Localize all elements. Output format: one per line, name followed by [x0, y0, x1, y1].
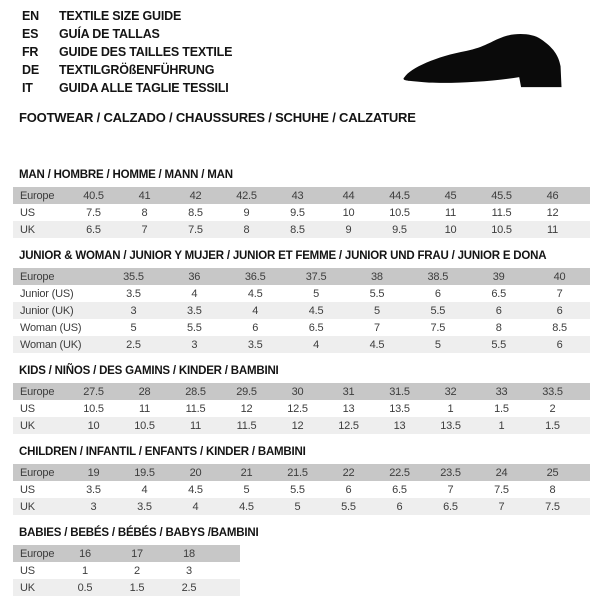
language-title: TEXTILE SIZE GUIDE	[59, 9, 182, 23]
row-filler	[578, 498, 590, 515]
row-label: Junior (US)	[20, 287, 74, 300]
size-cell: 10	[342, 206, 355, 219]
size-cell: 42	[189, 189, 202, 202]
size-cell: 9	[345, 223, 352, 236]
size-cell: 17	[131, 547, 143, 560]
size-cell: 3	[90, 500, 97, 513]
section-title: MAN / HOMBRE / HOMME / MANN / MAN	[19, 169, 233, 181]
section-title: KIDS / NIÑOS / DES GAMINS / KINDER / BAMBINI	[19, 365, 279, 377]
language-code: FR	[22, 45, 39, 59]
language-title: GUIDA ALLE TAGLIE TESSILI	[59, 81, 229, 95]
size-cell: 12.5	[287, 402, 308, 415]
size-cell: 45.5	[491, 189, 512, 202]
size-cell: 9.5	[392, 223, 407, 236]
size-cell: 11	[189, 419, 202, 432]
size-cell: 19	[87, 466, 100, 479]
size-cell: 1	[498, 419, 505, 432]
size-cell: 11	[138, 402, 151, 415]
table-row	[13, 268, 590, 285]
size-section	[0, 364, 600, 434]
section-title: BABIES / BEBÉS / BÉBÉS / BABYS /BAMBINI	[19, 527, 259, 539]
table-row	[13, 498, 590, 515]
row-label: US	[20, 564, 35, 577]
row-label: US	[20, 402, 35, 415]
size-cell: 9	[243, 206, 250, 219]
size-cell: 44.5	[389, 189, 410, 202]
size-cell: 36	[188, 270, 201, 283]
table-row	[13, 562, 240, 579]
row-filler	[578, 417, 590, 434]
size-cell: 7.5	[86, 206, 101, 219]
size-cell: 11	[444, 206, 457, 219]
size-cell: 2.5	[126, 338, 141, 351]
size-cell: 19.5	[134, 466, 155, 479]
size-cell: 3.5	[247, 338, 263, 351]
row-filler	[215, 545, 240, 562]
row-filler	[578, 481, 590, 498]
size-cell: 7.5	[545, 500, 560, 513]
language-code: IT	[22, 81, 33, 95]
table-row	[13, 545, 240, 562]
row-label: Woman (US)	[20, 321, 82, 334]
size-cell: 27.5	[83, 385, 104, 398]
size-cell: 4.5	[239, 500, 254, 513]
size-cell: 2.5	[181, 581, 197, 594]
table-row	[13, 336, 590, 353]
row-label: Europe	[20, 385, 55, 398]
size-cell: 2	[134, 564, 140, 577]
table-row	[13, 319, 590, 336]
row-filler	[578, 383, 590, 400]
size-cell: 38.5	[427, 270, 449, 283]
size-cell: 31	[342, 385, 355, 398]
size-cell: 5.5	[186, 321, 202, 334]
section-title: CHILDREN / INFANTIL / ENFANTS / KINDER / BAMBINI	[19, 446, 306, 458]
size-cell: 7.5	[494, 483, 509, 496]
size-cell: 5.5	[369, 287, 385, 300]
row-label: UK	[20, 223, 35, 236]
size-table	[13, 545, 240, 596]
row-filler	[215, 562, 240, 579]
size-section	[0, 168, 600, 238]
size-cell: 23.5	[440, 466, 461, 479]
size-cell: 11.5	[491, 206, 512, 219]
size-cell: 4	[191, 287, 198, 300]
section-title: JUNIOR & WOMAN / JUNIOR Y MUJER / JUNIOR ET FEMME / JUNIOR UND FRAU / JUNIOR E DONA	[19, 250, 547, 262]
size-cell: 44	[342, 189, 355, 202]
table-row	[13, 464, 590, 481]
size-cell: 11.5	[185, 402, 206, 415]
size-cell: 5.5	[290, 483, 305, 496]
size-cell: 5	[373, 304, 380, 317]
size-cell: 35.5	[123, 270, 144, 283]
size-cell: 12.5	[338, 419, 359, 432]
size-cell: 0.5	[77, 581, 93, 594]
row-label: Europe	[20, 270, 55, 283]
size-cell: 46	[546, 189, 559, 202]
category-title: FOOTWEAR / CALZADO / CHAUSSURES / SCHUHE / CALZATURE	[19, 110, 416, 125]
row-filler	[578, 400, 590, 417]
table-row	[13, 579, 240, 596]
size-cell: 6.5	[86, 223, 101, 236]
size-cell: 8.5	[290, 223, 305, 236]
size-cell: 45	[444, 189, 457, 202]
language-title: GUIDE DES TAILLES TEXTILE	[59, 45, 233, 59]
size-cell: 4.5	[369, 338, 385, 351]
size-table	[13, 268, 590, 353]
size-cell: 13.5	[440, 419, 461, 432]
size-cell: 6	[252, 321, 259, 334]
size-cell: 39	[492, 270, 505, 283]
size-cell: 20	[189, 466, 202, 479]
size-cell: 9.5	[290, 206, 305, 219]
row-label: Woman (UK)	[20, 338, 82, 351]
size-cell: 6.5	[491, 287, 507, 300]
row-filler	[578, 221, 590, 238]
row-filler	[215, 579, 240, 596]
size-cell: 13.5	[389, 402, 410, 415]
size-cell: 31.5	[389, 385, 410, 398]
size-cell: 13	[342, 402, 355, 415]
size-table	[13, 464, 590, 515]
row-filler	[578, 187, 590, 204]
row-filler	[578, 464, 590, 481]
size-cell: 40.5	[83, 189, 104, 202]
size-cell: 4	[313, 338, 320, 351]
size-cell: 8.5	[188, 206, 203, 219]
size-cell: 11	[546, 223, 559, 236]
language-title: GUÍA DE TALLAS	[59, 27, 160, 41]
size-cell: 32	[444, 385, 457, 398]
size-cell: 6	[396, 500, 403, 513]
size-cell: 5	[243, 483, 250, 496]
size-section	[0, 445, 600, 515]
size-cell: 5	[294, 500, 301, 513]
size-cell: 18	[183, 547, 195, 560]
size-cell: 7	[498, 500, 505, 513]
row-label: Europe	[20, 466, 55, 479]
size-cell: 3.5	[86, 483, 101, 496]
size-cell: 41	[138, 189, 151, 202]
table-row	[13, 221, 590, 238]
size-cell: 38	[371, 270, 383, 283]
size-cell: 1	[82, 564, 88, 577]
size-cell: 12	[546, 206, 559, 219]
size-cell: 6	[495, 304, 502, 317]
table-row	[13, 187, 590, 204]
size-cell: 24	[495, 466, 508, 479]
size-section	[0, 249, 600, 353]
size-cell: 22	[342, 466, 355, 479]
size-cell: 7	[556, 287, 563, 300]
table-row	[13, 481, 590, 498]
size-cell: 4.5	[188, 483, 203, 496]
size-cell: 7.5	[430, 321, 446, 334]
table-row	[13, 204, 590, 221]
size-cell: 4	[252, 304, 259, 317]
size-cell: 12	[240, 402, 253, 415]
language-code: DE	[22, 63, 39, 77]
size-table	[13, 187, 590, 238]
size-cell: 6	[434, 287, 441, 300]
size-cell: 6	[556, 304, 563, 317]
size-cell: 6.5	[392, 483, 407, 496]
size-cell: 30	[291, 385, 304, 398]
size-cell: 10.5	[491, 223, 512, 236]
size-cell: 7	[373, 321, 380, 334]
size-cell: 8	[243, 223, 250, 236]
row-label: Europe	[20, 189, 55, 202]
row-label: UK	[20, 419, 35, 432]
size-cell: 5.5	[430, 304, 446, 317]
size-cell: 5	[313, 287, 320, 300]
size-cell: 40	[553, 270, 566, 283]
size-cell: 5.5	[341, 500, 356, 513]
size-cell: 4	[141, 483, 148, 496]
size-cell: 3	[130, 304, 137, 317]
size-cell: 33.5	[542, 385, 563, 398]
size-cell: 43	[291, 189, 304, 202]
size-table	[13, 383, 590, 434]
table-row	[13, 285, 590, 302]
language-title: TEXTILGRÖßENFÜHRUNG	[59, 63, 215, 77]
row-label: UK	[20, 500, 35, 513]
size-cell: 11.5	[236, 419, 257, 432]
size-cell: 42.5	[236, 189, 257, 202]
row-label: Junior (UK)	[20, 304, 74, 317]
size-cell: 1	[447, 402, 454, 415]
size-cell: 8	[495, 321, 502, 334]
table-row	[13, 417, 590, 434]
table-row	[13, 302, 590, 319]
size-cell: 3	[186, 564, 192, 577]
size-cell: 2	[549, 402, 556, 415]
size-cell: 21	[240, 466, 253, 479]
size-cell: 6	[556, 338, 563, 351]
size-cell: 3.5	[137, 500, 152, 513]
size-cell: 37.5	[305, 270, 327, 283]
size-cell: 29.5	[236, 385, 257, 398]
size-cell: 36.5	[244, 270, 266, 283]
size-cell: 1.5	[494, 402, 509, 415]
size-cell: 1.5	[545, 419, 560, 432]
size-cell: 21.5	[287, 466, 308, 479]
size-cell: 10.5	[389, 206, 410, 219]
size-cell: 10.5	[134, 419, 155, 432]
table-row	[13, 400, 590, 417]
row-label: UK	[20, 581, 35, 594]
size-cell: 7.5	[188, 223, 203, 236]
size-cell: 7	[447, 483, 454, 496]
size-cell: 13	[393, 419, 406, 432]
size-cell: 6	[345, 483, 352, 496]
size-cell: 33	[495, 385, 508, 398]
size-cell: 8	[141, 206, 148, 219]
size-cell: 3.5	[186, 304, 202, 317]
size-cell: 4	[192, 500, 199, 513]
size-cell: 22.5	[389, 466, 410, 479]
size-cell: 25	[546, 466, 559, 479]
row-label: US	[20, 483, 35, 496]
size-cell: 10.5	[83, 402, 104, 415]
size-cell: 12	[291, 419, 304, 432]
size-cell: 5	[434, 338, 441, 351]
size-cell: 6.5	[308, 321, 324, 334]
size-cell: 16	[79, 547, 91, 560]
row-label: US	[20, 206, 35, 219]
size-cell: 3.5	[126, 287, 141, 300]
row-filler	[578, 204, 590, 221]
language-code: ES	[22, 27, 39, 41]
size-cell: 28.5	[185, 385, 206, 398]
size-cell: 5.5	[491, 338, 507, 351]
size-cell: 3	[191, 338, 198, 351]
size-cell: 4.5	[247, 287, 263, 300]
size-cell: 1.5	[129, 581, 145, 594]
row-label: Europe	[20, 547, 55, 560]
size-cell: 4.5	[308, 304, 324, 317]
table-row	[13, 383, 590, 400]
size-section	[0, 526, 600, 596]
size-cell: 28	[138, 385, 151, 398]
language-code: EN	[22, 9, 39, 23]
size-cell: 10	[444, 223, 457, 236]
size-cell: 8	[549, 483, 556, 496]
size-cell: 10	[87, 419, 100, 432]
size-cell: 7	[141, 223, 148, 236]
size-cell: 5	[130, 321, 137, 334]
size-cell: 8.5	[552, 321, 567, 334]
size-cell: 6.5	[443, 500, 458, 513]
